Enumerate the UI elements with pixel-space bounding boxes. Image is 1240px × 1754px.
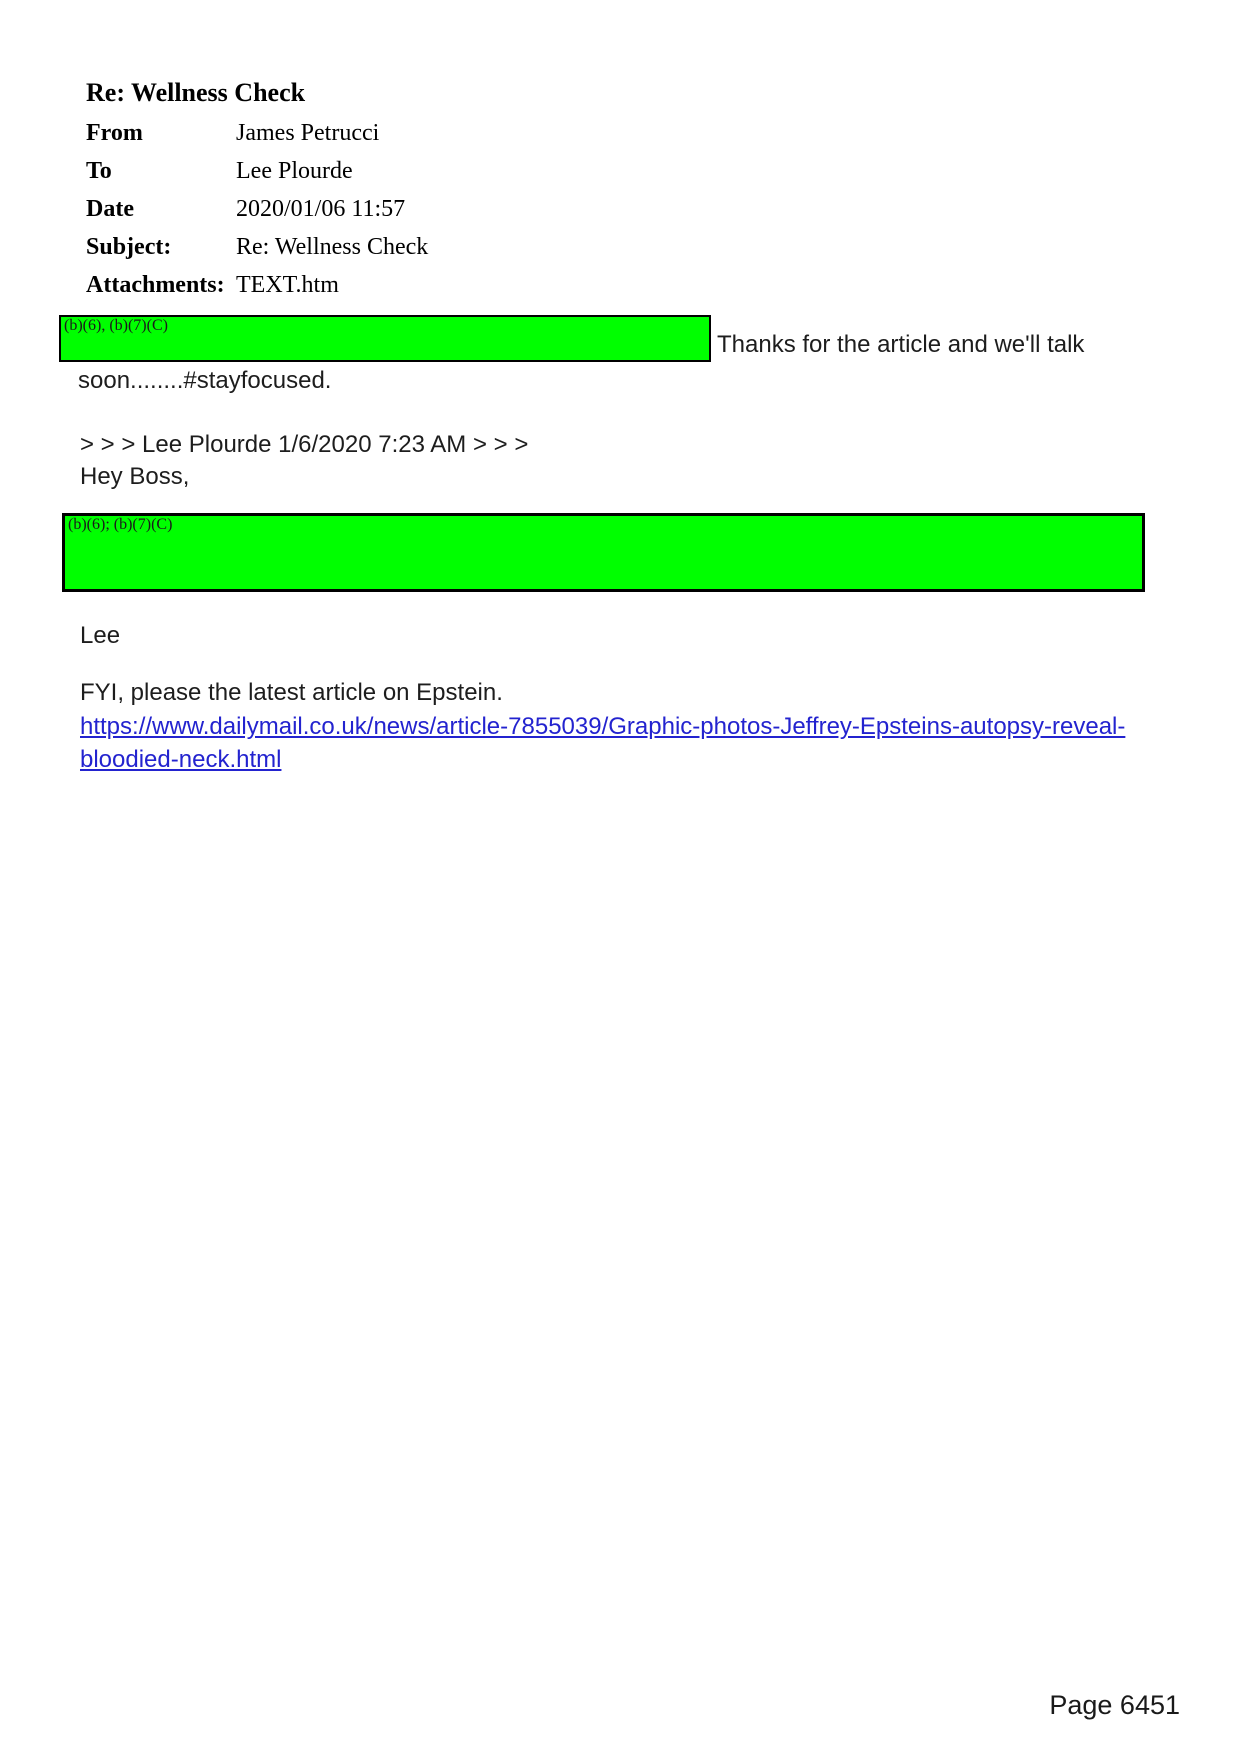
signature-text: Lee: [80, 622, 121, 649]
header-row-date: [86, 190, 428, 228]
soon-text: soon........#stayfocused.: [78, 367, 332, 394]
link-line-2: bloodied-neck.html: [80, 746, 282, 773]
redaction-2-exemption-code: (b)(6); (b)(7)(C): [68, 516, 173, 533]
email-header-fields: [86, 114, 428, 304]
dailymail-article-link[interactable]: [80, 710, 1125, 776]
subject-value: Re: Wellness Check: [236, 234, 429, 260]
from-value: James Petrucci: [236, 120, 380, 146]
header-row-from: [86, 114, 428, 152]
fyi-text: FYI, please the latest article on Epstein.: [80, 679, 503, 706]
attachments-label: Attachments:: [86, 272, 225, 298]
thanks-text: Thanks for the article and we'll talk: [717, 331, 1085, 358]
quoted-message-header: > > > Lee Plourde 1/6/2020 7:23 AM > > >: [80, 431, 529, 458]
link-line-1: https://www.dailymail.co.uk/news/article-7855039/Graphic-photos-Jeffrey-Epsteins-autopsy-reveal-: [80, 713, 1126, 740]
header-row-attachments: [86, 266, 428, 304]
from-label: From: [86, 120, 143, 146]
redaction-box-2: [62, 513, 1145, 592]
header-row-to: [86, 152, 428, 190]
attachments-value: TEXT.htm: [236, 272, 339, 298]
header-row-subject: [86, 228, 428, 266]
redaction-1-exemption-code: (b)(6), (b)(7)(C): [64, 317, 168, 334]
date-value: 2020/01/06 11:57: [236, 196, 406, 222]
redaction-box-1: [59, 315, 711, 362]
date-label: Date: [86, 196, 134, 222]
subject-label: Subject:: [86, 234, 172, 260]
page-number: Page 6451: [1049, 1690, 1180, 1720]
to-label: To: [86, 158, 112, 184]
greeting-text: Hey Boss,: [80, 463, 190, 490]
email-title: Re: Wellness Check: [86, 78, 306, 107]
to-value: Lee Plourde: [236, 158, 353, 184]
